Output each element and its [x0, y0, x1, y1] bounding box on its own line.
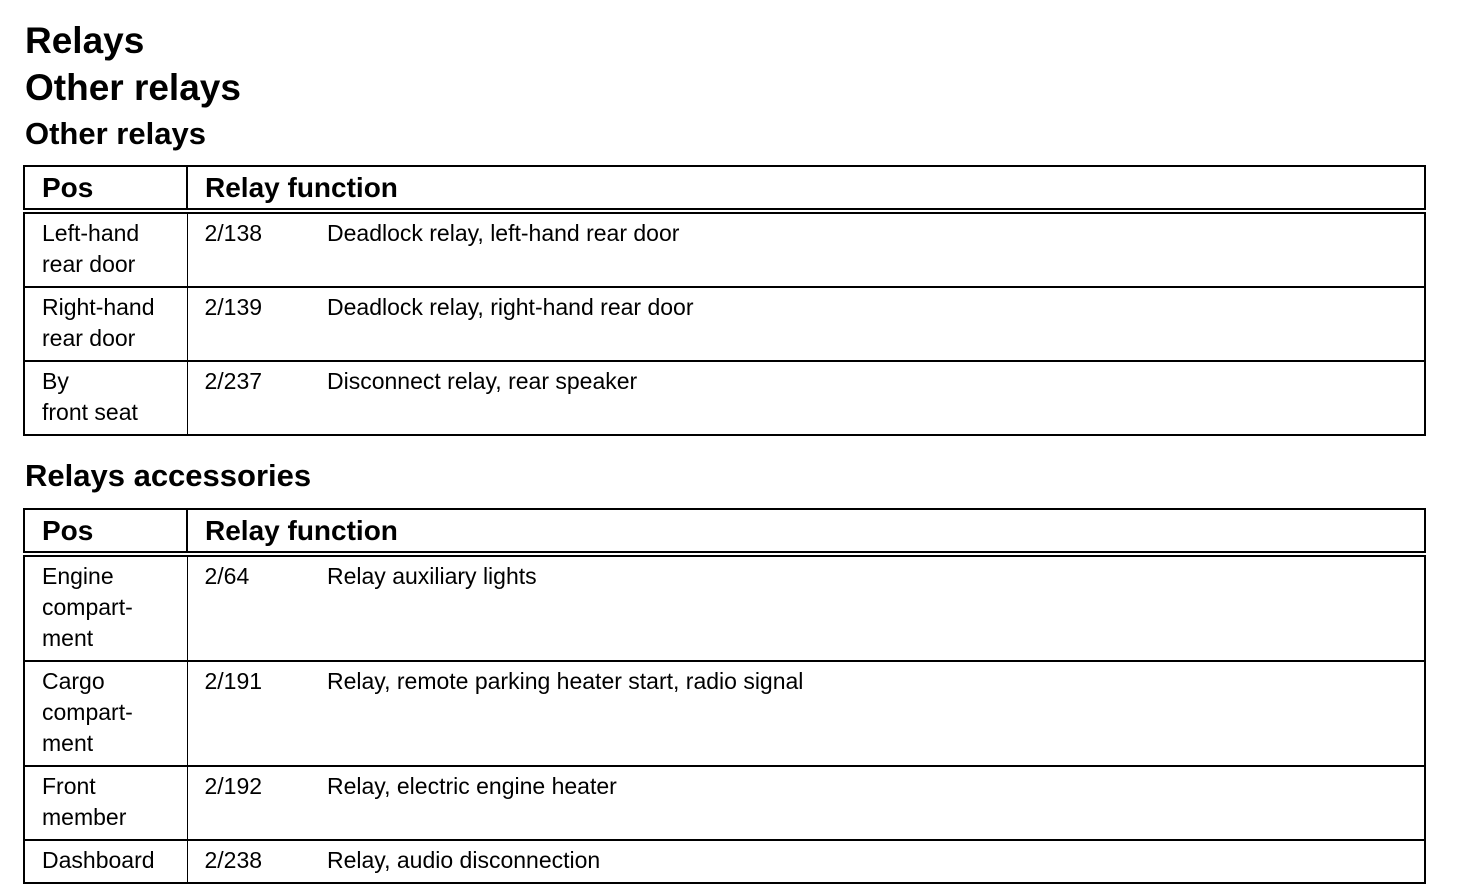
position-line: Dashboard: [42, 847, 155, 873]
cell-relay-description: Disconnect relay, rear speaker: [307, 361, 1425, 435]
cell-relay-number: 2/238: [187, 840, 307, 883]
table-row: [24, 840, 1425, 883]
position-line: compart-: [42, 699, 133, 725]
position-line: rear door: [42, 325, 136, 351]
cell-relay-number: 2/191: [187, 661, 307, 766]
cell-relay-number: 2/192: [187, 766, 307, 840]
position-line: member: [42, 804, 127, 830]
position-line: Left-hand: [42, 220, 140, 246]
table-row: [24, 361, 1425, 435]
position-line: By: [42, 368, 69, 394]
cell-relay-description: Deadlock relay, right-hand rear door: [307, 287, 1425, 361]
position-line: ment: [42, 730, 94, 756]
position-line: Right-hand: [42, 294, 155, 320]
position-line: Cargo: [42, 668, 105, 694]
cell-relay-number: 2/237: [187, 361, 307, 435]
section-heading-other-relays: Other relays: [25, 116, 206, 151]
table-body: [24, 211, 1425, 435]
position-line: Engine: [42, 563, 114, 589]
column-header-relay-function: Relay function: [187, 509, 1425, 554]
other-relays-table: [23, 165, 1426, 436]
position-line: front seat: [42, 399, 138, 425]
table-row: [24, 766, 1425, 840]
relays-accessories-table: [23, 508, 1426, 884]
cell-relay-number: 2/138: [187, 211, 307, 287]
table-header-row: [24, 166, 1425, 211]
cell-position: [24, 361, 187, 435]
cell-position: [24, 554, 187, 661]
table-row: [24, 211, 1425, 287]
position-line: rear door: [42, 251, 136, 277]
position-line: Front: [42, 773, 96, 799]
cell-relay-description: Relay auxiliary lights: [307, 554, 1425, 661]
cell-relay-description: Relay, audio disconnection: [307, 840, 1425, 883]
cell-position: [24, 766, 187, 840]
table-row: [24, 287, 1425, 361]
cell-position: [24, 840, 187, 883]
table-row: [24, 661, 1425, 766]
table-header-row: [24, 509, 1425, 554]
cell-position: [24, 661, 187, 766]
cell-relay-number: 2/139: [187, 287, 307, 361]
document-subtitle: Other relays: [25, 67, 241, 108]
cell-relay-description: Deadlock relay, left-hand rear door: [307, 211, 1425, 287]
table-row: [24, 554, 1425, 661]
cell-relay-number: 2/64: [187, 554, 307, 661]
column-header-pos: Pos: [24, 166, 187, 211]
position-line: compart-: [42, 594, 133, 620]
column-header-relay-function: Relay function: [187, 166, 1425, 211]
cell-relay-description: Relay, electric engine heater: [307, 766, 1425, 840]
section-heading-relays-accessories: Relays accessories: [25, 458, 312, 493]
position-line: ment: [42, 625, 94, 651]
cell-position: [24, 287, 187, 361]
cell-relay-description: Relay, remote parking heater start, radio signal: [307, 661, 1425, 766]
table-body: [24, 554, 1425, 883]
document-title: Relays: [25, 20, 145, 61]
cell-position: [24, 211, 187, 287]
column-header-pos: Pos: [24, 509, 187, 554]
